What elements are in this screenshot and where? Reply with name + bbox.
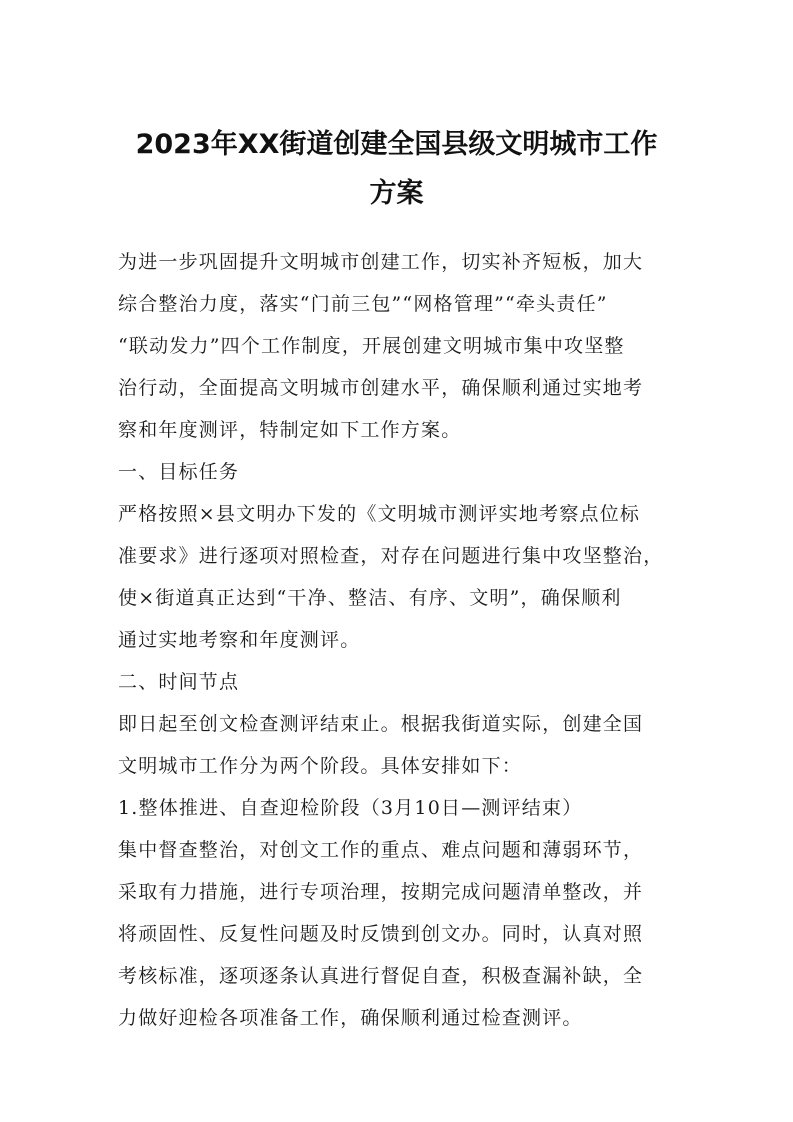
paragraph-timeline-line-2: 文明城市工作分为两个阶段。具体安排如下：	[118, 755, 523, 777]
paragraph-intro-line-5: 察和年度测评，特制定如下工作方案。	[118, 419, 462, 441]
document-title-line-1: 2023年XX街道创建全国县级文明城市工作	[135, 129, 658, 160]
paragraph-goals-line-2: 准要求》进行逐项对照检查，对存在问题进行集中攻坚整治，	[118, 545, 664, 567]
paragraph-goals-line-4: 通过实地考察和年度测评。	[118, 629, 361, 651]
paragraph-stage-1-line-3: 将顽固性、反复性问题及时反馈到创文办。同时，认真对照	[118, 923, 644, 945]
paragraph-goals-line-3: 使×街道真正达到“干净、整洁、有序、文明”，确保顺利	[118, 587, 622, 609]
paragraph-intro-line-1: 为进一步巩固提升文明城市创建工作，切实补齐短板，加大	[118, 251, 644, 273]
document-title-line-2: 方案	[369, 178, 424, 209]
paragraph-goals-line-1: 严格按照×县文明办下发的《文明城市测评实地考察点位标	[118, 503, 641, 525]
paragraph-stage-1-line-4: 考核标准，逐项逐条认真进行督促自查，积极查漏补缺，全	[118, 965, 644, 987]
paragraph-stage-1-line-1: 集中督查整治，对创文工作的重点、难点问题和薄弱环节，	[118, 839, 644, 861]
paragraph-intro-line-4: 治行动，全面提高文明城市创建水平，确保顺利通过实地考	[118, 377, 644, 399]
document-body	[118, 241, 678, 1039]
section-heading-timeline: 二、时间节点	[118, 671, 240, 693]
section-heading-goals: 一、目标任务	[118, 461, 240, 483]
paragraph-intro-line-2: 综合整治力度，落实“门前三包”“网格管理”“牵头责任”	[118, 293, 608, 315]
paragraph-stage-1-line-5: 力做好迎检各项准备工作，确保顺利通过检查测评。	[118, 1007, 583, 1029]
paragraph-stage-1-line-2: 采取有力措施，进行专项治理，按期完成问题清单整改，并	[118, 881, 644, 903]
paragraph-timeline-line-1: 即日起至创文检查测评结束止。根据我街道实际，创建全国	[118, 713, 644, 735]
paragraph-intro-line-3: “联动发力”四个工作制度，开展创建文明城市集中攻坚整	[118, 335, 625, 357]
subsection-heading-stage-1: 1.整体推进、自查迎检阶段（3月10日—测评结束）	[118, 797, 583, 819]
